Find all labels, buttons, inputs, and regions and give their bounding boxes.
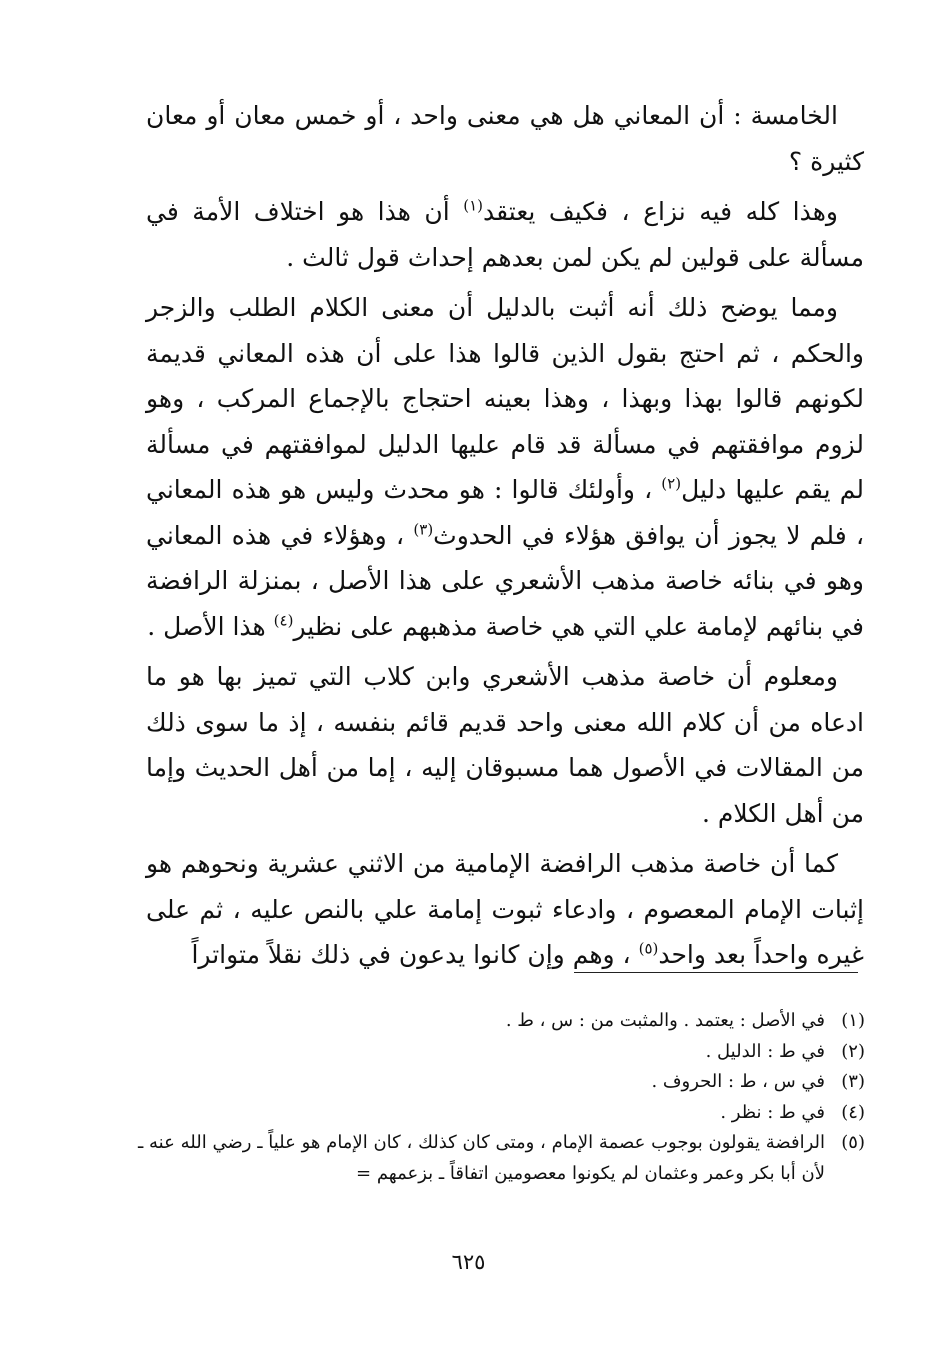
footnote-number: (٤)	[841, 1101, 865, 1123]
footnote-text: في ط : نظر .	[720, 1101, 825, 1123]
footnote-1	[138, 1006, 865, 1037]
paragraph-1	[146, 93, 864, 184]
footnote-number: (١)	[841, 1010, 865, 1031]
footnote-ref-4: (٤)	[273, 611, 294, 630]
footnote-number: (٥)	[841, 1132, 865, 1153]
paragraph-3-text-d: هذا الأصل .	[147, 611, 274, 641]
footnote-3	[138, 1067, 865, 1098]
footnote-4	[138, 1098, 865, 1129]
footnote-ref-5: (٥)	[638, 939, 659, 958]
paragraph-2-text-a: وهذا كله فيه نزاع ، فكيف يعتقد	[483, 197, 838, 226]
footnote-ref-2: (٢)	[661, 474, 682, 493]
paragraph-2	[146, 189, 864, 280]
footnote-ref-3: (٣)	[413, 520, 434, 539]
paragraph-3-text-a: ومما يوضح ذلك أنه أثبت بالدليل أن معنى الكلام الطلب والزجر والحكم ، ثم احتج بقول الذين قالوا هذا على أن هذه المعاني قديمة لكونهم قالوا بهذا وبهذا ، وهذا بعينه احتجاج بالإجماع المركب ، وهو لزوم موافقتهم في مسألة قد قام عليها الدليل لموافقتهم في مسألة لم يقم عليها دليل	[146, 293, 864, 504]
paragraph-5	[146, 841, 864, 978]
footnote-2	[138, 1037, 865, 1068]
paragraph-3	[146, 285, 864, 649]
footnotes	[138, 1006, 865, 1189]
footnote-5	[138, 1128, 865, 1189]
footnote-separator	[574, 972, 858, 973]
footnote-text: في ط : الدليل .	[705, 1040, 825, 1062]
paragraph-3-text-c: ، وهؤلاء في هذه المعاني وهو في بنائه خاصة مذهب الأشعري على هذا الأصل ، بمنزلة الرافضة في بنائهم لإمامة علي التي هي خاصة مذهبهم على نظير	[146, 520, 864, 641]
paragraph-4-text: ومعلوم أن خاصة مذهب الأشعري وابن كلاب التي تميز بها هو ما ادعاه من أن كلام الله معنى واحد قديم قائم بنفسه ، إذ ما سوى ذلك من المقالات في الأصول هما مسبوقان إليه ، إما من أهل الحديث وإما من أهل الكلام .	[146, 662, 864, 828]
page-number: ٦٢٥	[451, 1250, 486, 1274]
footnote-number: (٣)	[841, 1071, 865, 1092]
paragraph-5-text-a: كما أن خاصة مذهب الرافضة الإمامية من الاثني عشرية ونحوهم هو إثبات الإمام المعصوم ، وادعاء ثبوت إمامة علي بالنص عليه ، ثم على غيره واحداً بعد واحد	[146, 849, 864, 969]
paragraph-5-text-b: ، وهم وإن كانوا يدعون في ذلك نقلاً متواتراً	[191, 940, 639, 969]
footnote-number: (٢)	[841, 1040, 865, 1062]
paragraph-2-text-b: أن هذا هو اختلاف الأمة في مسألة على قولين لم يكن لمن بعدهم إحداث قول ثالث .	[146, 197, 864, 272]
footnote-text: في س ، ط : الحروف .	[651, 1071, 825, 1092]
paragraph-4	[146, 654, 864, 836]
main-text	[146, 93, 864, 978]
paragraph-3-text-b: ، وأولئك قالوا : هو محدث وليس هو هذه المعاني ، فلم لا يجوز أن يوافق هؤلاء في الحدوث	[146, 475, 865, 550]
footnote-text: الرافضة يقولون بوجوب عصمة الإمام ، ومتى كان كذلك ، كان الإمام هو علياً ـ رضي الله عنه ـ لأن أبا بكر وعمر وعثمان لم يكونوا معصومين اتفاقاً ـ بزعمهم =	[138, 1132, 825, 1184]
paragraph-1-text: الخامسة : أن المعاني هل هي معنى واحد ، أو خمس معان أو معان كثيرة ؟	[146, 101, 864, 176]
footnote-text: في الأصل : يعتمد . والمثبت من : س ، ط .	[505, 1010, 825, 1031]
footnote-ref-1: (١)	[463, 196, 483, 215]
